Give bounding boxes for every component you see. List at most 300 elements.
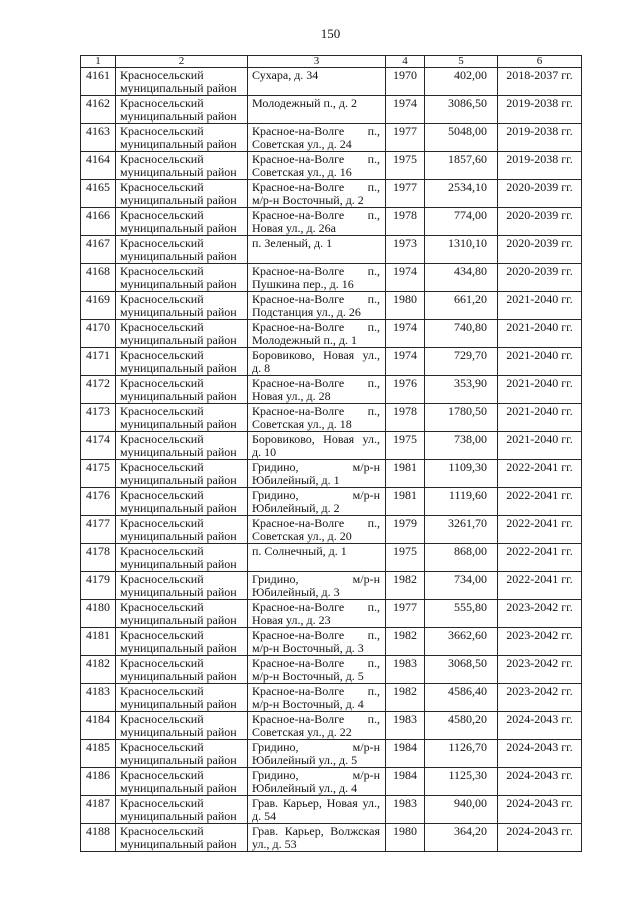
area-cell: 4580,20 <box>425 712 498 740</box>
district-line: Красносельский <box>120 572 204 586</box>
address-line: Гридино, м/р-н <box>252 740 380 754</box>
district-cell <box>116 208 248 236</box>
address-line: Подстанция ул., д. 26 <box>252 305 361 319</box>
address-line: Молодежный п., д. 1 <box>252 333 358 347</box>
address-line: Боровиково, Новая ул., <box>252 432 380 446</box>
table-row <box>81 432 582 460</box>
address-line: Красное-на-Волге п., <box>252 376 380 390</box>
district-line: Красносельский <box>120 824 204 838</box>
table-row <box>81 264 582 292</box>
year-cell: 1980 <box>386 292 425 320</box>
address-cell <box>248 68 386 96</box>
address-line: Красное-на-Волге п., <box>252 404 380 418</box>
period-cell: 2018-2037 гг. <box>498 68 582 96</box>
address-cell <box>248 376 386 404</box>
district-line: муниципальный район <box>120 809 237 823</box>
year-cell: 1981 <box>386 488 425 516</box>
district-line: Красносельский <box>120 656 204 670</box>
row-number: 4187 <box>81 796 116 824</box>
year-cell: 1984 <box>386 768 425 796</box>
area-cell: 3068,50 <box>425 656 498 684</box>
address-cell <box>248 656 386 684</box>
row-number: 4175 <box>81 460 116 488</box>
row-number: 4182 <box>81 656 116 684</box>
district-line: муниципальный район <box>120 389 237 403</box>
address-line: Красное-на-Волге п., <box>252 600 380 614</box>
area-cell: 1119,60 <box>425 488 498 516</box>
year-cell: 1982 <box>386 572 425 600</box>
address-cell <box>248 628 386 656</box>
year-cell: 1977 <box>386 124 425 152</box>
period-cell: 2021-2040 гг. <box>498 292 582 320</box>
area-cell: 3086,50 <box>425 96 498 124</box>
district-line: муниципальный район <box>120 165 237 179</box>
district-cell <box>116 348 248 376</box>
area-cell: 738,00 <box>425 432 498 460</box>
district-line: Красносельский <box>120 796 204 810</box>
address-line: д. 10 <box>252 445 277 459</box>
page-number: 150 <box>320 26 341 41</box>
row-number: 4168 <box>81 264 116 292</box>
address-line: Красное-на-Волге п., <box>252 684 380 698</box>
column-header-5: 5 <box>425 56 498 68</box>
district-line: Красносельский <box>120 376 204 390</box>
table-row <box>81 96 582 124</box>
year-cell: 1980 <box>386 824 425 852</box>
table-row <box>81 712 582 740</box>
area-cell: 1310,10 <box>425 236 498 264</box>
table-row <box>81 740 582 768</box>
address-line: Боровиково, Новая ул., <box>252 348 380 362</box>
address-line: Новая ул., д. 28 <box>252 389 331 403</box>
area-cell: 4586,40 <box>425 684 498 712</box>
district-line: муниципальный район <box>120 249 237 263</box>
year-cell: 1979 <box>386 516 425 544</box>
district-cell <box>116 264 248 292</box>
district-line: Красносельский <box>120 600 204 614</box>
period-cell: 2023-2042 гг. <box>498 628 582 656</box>
district-cell <box>116 684 248 712</box>
district-line: Красносельский <box>120 404 204 418</box>
period-cell: 2021-2040 гг. <box>498 348 582 376</box>
table-row <box>81 600 582 628</box>
year-cell: 1976 <box>386 376 425 404</box>
row-number: 4170 <box>81 320 116 348</box>
area-cell: 1125,30 <box>425 768 498 796</box>
area-cell: 2534,10 <box>425 180 498 208</box>
row-number: 4184 <box>81 712 116 740</box>
district-line: муниципальный район <box>120 109 237 123</box>
area-cell: 3662,60 <box>425 628 498 656</box>
year-cell: 1975 <box>386 544 425 572</box>
area-cell: 740,80 <box>425 320 498 348</box>
table-row <box>81 572 582 600</box>
address-line: м/р-н Восточный, д. 4 <box>252 697 364 711</box>
district-cell <box>116 516 248 544</box>
table-row <box>81 516 582 544</box>
district-line: Красносельский <box>120 292 204 306</box>
row-number: 4188 <box>81 824 116 852</box>
district-line: муниципальный район <box>120 193 237 207</box>
year-cell: 1978 <box>386 208 425 236</box>
period-cell: 2019-2038 гг. <box>498 124 582 152</box>
address-cell <box>248 796 386 824</box>
column-header-6: 6 <box>498 56 582 68</box>
district-line: Красносельский <box>120 740 204 754</box>
district-line: муниципальный район <box>120 501 237 515</box>
address-line: Гридино, м/р-н <box>252 572 380 586</box>
district-cell <box>116 68 248 96</box>
address-line: Гридино, м/р-н <box>252 768 380 782</box>
area-cell: 1780,50 <box>425 404 498 432</box>
row-number: 4186 <box>81 768 116 796</box>
district-cell <box>116 712 248 740</box>
table-row <box>81 628 582 656</box>
table-row <box>81 236 582 264</box>
period-cell: 2020-2039 гг. <box>498 264 582 292</box>
period-cell: 2022-2041 гг. <box>498 544 582 572</box>
address-cell <box>248 180 386 208</box>
district-line: Красносельский <box>120 96 204 110</box>
table-row <box>81 768 582 796</box>
address-cell <box>248 96 386 124</box>
address-line: Юбилейный, д. 1 <box>252 473 340 487</box>
period-cell: 2023-2042 гг. <box>498 684 582 712</box>
address-line: Юбилейный, д. 2 <box>252 501 340 515</box>
district-cell <box>116 432 248 460</box>
row-number: 4165 <box>81 180 116 208</box>
address-line: Гридино, м/р-н <box>252 488 380 502</box>
address-line: Юбилейный ул., д. 5 <box>252 753 358 767</box>
housing-table <box>80 55 582 852</box>
year-cell: 1974 <box>386 96 425 124</box>
period-cell: 2021-2040 гг. <box>498 404 582 432</box>
year-cell: 1973 <box>386 236 425 264</box>
year-cell: 1982 <box>386 684 425 712</box>
district-cell <box>116 460 248 488</box>
district-line: муниципальный район <box>120 277 237 291</box>
column-header-1: 1 <box>81 56 116 68</box>
area-cell: 729,70 <box>425 348 498 376</box>
row-number: 4181 <box>81 628 116 656</box>
address-cell <box>248 712 386 740</box>
period-cell: 2024-2043 гг. <box>498 768 582 796</box>
area-cell: 734,00 <box>425 572 498 600</box>
row-number: 4166 <box>81 208 116 236</box>
area-cell: 434,80 <box>425 264 498 292</box>
table-row <box>81 544 582 572</box>
district-line: Красносельский <box>120 628 204 642</box>
address-cell <box>248 572 386 600</box>
row-number: 4167 <box>81 236 116 264</box>
table-row <box>81 68 582 96</box>
table-row <box>81 796 582 824</box>
address-cell <box>248 544 386 572</box>
address-line: м/р-н Восточный, д. 3 <box>252 641 364 655</box>
period-cell: 2022-2041 гг. <box>498 516 582 544</box>
period-cell: 2020-2039 гг. <box>498 208 582 236</box>
column-header-3: 3 <box>248 56 386 68</box>
address-line: Красное-на-Волге п., <box>252 320 380 334</box>
district-line: Красносельский <box>120 432 204 446</box>
address-line: Советская ул., д. 22 <box>252 725 352 739</box>
area-cell: 402,00 <box>425 68 498 96</box>
address-line: Молодежный п., д. 2 <box>252 96 358 110</box>
address-line: м/р-н Восточный, д. 2 <box>252 193 364 207</box>
year-cell: 1974 <box>386 320 425 348</box>
row-number: 4180 <box>81 600 116 628</box>
period-cell: 2019-2038 гг. <box>498 96 582 124</box>
address-line: п. Солнечный, д. 1 <box>252 544 347 558</box>
year-cell: 1981 <box>386 460 425 488</box>
area-cell: 364,20 <box>425 824 498 852</box>
address-line: Красное-на-Волге п., <box>252 264 380 278</box>
district-line: муниципальный район <box>120 753 237 767</box>
table-row <box>81 152 582 180</box>
district-line: муниципальный район <box>120 725 237 739</box>
address-line: Красное-на-Волге п., <box>252 152 380 166</box>
address-line: м/р-н Восточный, д. 5 <box>252 669 364 683</box>
district-line: муниципальный район <box>120 473 237 487</box>
district-line: муниципальный район <box>120 641 237 655</box>
table-row <box>81 488 582 516</box>
row-number: 4185 <box>81 740 116 768</box>
district-line: муниципальный район <box>120 417 237 431</box>
address-line: Красное-на-Волге п., <box>252 656 380 670</box>
column-header-4: 4 <box>386 56 425 68</box>
year-cell: 1977 <box>386 600 425 628</box>
row-number: 4173 <box>81 404 116 432</box>
table-row <box>81 684 582 712</box>
district-line: муниципальный район <box>120 137 237 151</box>
district-line: муниципальный район <box>120 613 237 627</box>
address-line: Красное-на-Волге п., <box>252 628 380 642</box>
address-cell <box>248 236 386 264</box>
address-line: Юбилейный, д. 3 <box>252 585 340 599</box>
area-cell: 868,00 <box>425 544 498 572</box>
period-cell: 2020-2039 гг. <box>498 236 582 264</box>
period-cell: 2023-2042 гг. <box>498 600 582 628</box>
district-line: муниципальный район <box>120 445 237 459</box>
district-cell <box>116 124 248 152</box>
district-line: муниципальный район <box>120 81 237 95</box>
area-cell: 661,20 <box>425 292 498 320</box>
district-cell <box>116 376 248 404</box>
address-cell <box>248 320 386 348</box>
district-line: Красносельский <box>120 124 204 138</box>
row-number: 4179 <box>81 572 116 600</box>
district-line: Красносельский <box>120 264 204 278</box>
district-cell <box>116 320 248 348</box>
address-line: ул., д. 53 <box>252 837 297 851</box>
district-line: Красносельский <box>120 544 204 558</box>
district-cell <box>116 544 248 572</box>
district-cell <box>116 824 248 852</box>
address-cell <box>248 264 386 292</box>
year-cell: 1983 <box>386 796 425 824</box>
header-row <box>81 56 582 68</box>
district-cell <box>116 796 248 824</box>
district-line: Красносельский <box>120 68 204 82</box>
district-cell <box>116 152 248 180</box>
address-cell <box>248 208 386 236</box>
table-row <box>81 656 582 684</box>
district-line: Красносельский <box>120 180 204 194</box>
address-line: Грав. Карьер, Новая ул., <box>252 796 380 810</box>
district-line: муниципальный район <box>120 557 237 571</box>
district-line: Красносельский <box>120 684 204 698</box>
period-cell: 2019-2038 гг. <box>498 152 582 180</box>
address-line: Красное-на-Волге п., <box>252 516 380 530</box>
address-cell <box>248 516 386 544</box>
row-number: 4178 <box>81 544 116 572</box>
district-cell <box>116 96 248 124</box>
table-row <box>81 208 582 236</box>
table-row <box>81 180 582 208</box>
row-number: 4161 <box>81 68 116 96</box>
table-row <box>81 320 582 348</box>
table-row <box>81 404 582 432</box>
district-line: муниципальный район <box>120 333 237 347</box>
period-cell: 2021-2040 гг. <box>498 320 582 348</box>
address-cell <box>248 824 386 852</box>
address-cell <box>248 152 386 180</box>
period-cell: 2024-2043 гг. <box>498 796 582 824</box>
year-cell: 1975 <box>386 152 425 180</box>
district-line: Красносельский <box>120 712 204 726</box>
district-line: Красносельский <box>120 320 204 334</box>
address-cell <box>248 768 386 796</box>
address-line: Грав. Карьер, Волжская <box>252 824 380 838</box>
district-line: муниципальный район <box>120 669 237 683</box>
area-cell: 940,00 <box>425 796 498 824</box>
district-line: Красносельский <box>120 152 204 166</box>
period-cell: 2023-2042 гг. <box>498 656 582 684</box>
district-line: Красносельский <box>120 208 204 222</box>
period-cell: 2022-2041 гг. <box>498 460 582 488</box>
period-cell: 2024-2043 гг. <box>498 824 582 852</box>
address-line: Красное-на-Волге п., <box>252 712 380 726</box>
address-cell <box>248 488 386 516</box>
district-line: Красносельский <box>120 460 204 474</box>
period-cell: 2020-2039 гг. <box>498 180 582 208</box>
period-cell: 2021-2040 гг. <box>498 432 582 460</box>
row-number: 4183 <box>81 684 116 712</box>
district-line: Красносельский <box>120 768 204 782</box>
address-cell <box>248 404 386 432</box>
row-number: 4171 <box>81 348 116 376</box>
district-cell <box>116 628 248 656</box>
address-cell <box>248 684 386 712</box>
year-cell: 1974 <box>386 348 425 376</box>
table-row <box>81 348 582 376</box>
year-cell: 1970 <box>386 68 425 96</box>
area-cell: 353,90 <box>425 376 498 404</box>
address-cell <box>248 460 386 488</box>
year-cell: 1978 <box>386 404 425 432</box>
address-line: д. 8 <box>252 361 271 375</box>
address-line: Красное-на-Волге п., <box>252 180 380 194</box>
address-line: Советская ул., д. 24 <box>252 137 352 151</box>
address-cell <box>248 740 386 768</box>
column-header-2: 2 <box>116 56 248 68</box>
address-cell <box>248 124 386 152</box>
district-line: муниципальный район <box>120 305 237 319</box>
row-number: 4169 <box>81 292 116 320</box>
year-cell: 1974 <box>386 264 425 292</box>
district-line: муниципальный район <box>120 697 237 711</box>
address-line: Советская ул., д. 18 <box>252 417 352 431</box>
district-line: Красносельский <box>120 348 204 362</box>
area-cell: 1126,70 <box>425 740 498 768</box>
area-cell: 1109,30 <box>425 460 498 488</box>
period-cell: 2021-2040 гг. <box>498 376 582 404</box>
district-cell <box>116 236 248 264</box>
district-line: Красносельский <box>120 516 204 530</box>
area-cell: 3261,70 <box>425 516 498 544</box>
address-line: Юбилейный ул., д. 4 <box>252 781 358 795</box>
table-row <box>81 124 582 152</box>
address-line: Красное-на-Волге п., <box>252 124 380 138</box>
district-cell <box>116 292 248 320</box>
row-number: 4174 <box>81 432 116 460</box>
row-number: 4163 <box>81 124 116 152</box>
address-cell <box>248 292 386 320</box>
district-cell <box>116 740 248 768</box>
row-number: 4176 <box>81 488 116 516</box>
row-number: 4162 <box>81 96 116 124</box>
year-cell: 1977 <box>386 180 425 208</box>
year-cell: 1984 <box>386 740 425 768</box>
area-cell: 5048,00 <box>425 124 498 152</box>
area-cell: 774,00 <box>425 208 498 236</box>
district-line: муниципальный район <box>120 585 237 599</box>
address-line: Новая ул., д. 26а <box>252 221 336 235</box>
address-line: Новая ул., д. 23 <box>252 613 331 627</box>
table-body <box>81 68 582 852</box>
district-line: муниципальный район <box>120 221 237 235</box>
district-line: муниципальный район <box>120 361 237 375</box>
row-number: 4177 <box>81 516 116 544</box>
period-cell: 2022-2041 гг. <box>498 572 582 600</box>
period-cell: 2022-2041 гг. <box>498 488 582 516</box>
district-cell <box>116 600 248 628</box>
address-line: Советская ул., д. 16 <box>252 165 352 179</box>
district-cell <box>116 404 248 432</box>
address-cell <box>248 432 386 460</box>
year-cell: 1983 <box>386 712 425 740</box>
year-cell: 1983 <box>386 656 425 684</box>
address-line: Красное-на-Волге п., <box>252 292 380 306</box>
row-number: 4172 <box>81 376 116 404</box>
district-cell <box>116 488 248 516</box>
table-row <box>81 460 582 488</box>
address-line: д. 54 <box>252 809 277 823</box>
district-cell <box>116 656 248 684</box>
district-line: муниципальный район <box>120 837 237 851</box>
year-cell: 1982 <box>386 628 425 656</box>
address-line: Красное-на-Волге п., <box>252 208 380 222</box>
table-row <box>81 376 582 404</box>
table-header <box>81 56 582 68</box>
table-row <box>81 292 582 320</box>
district-cell <box>116 768 248 796</box>
area-cell: 555,80 <box>425 600 498 628</box>
address-line: Советская ул., д. 20 <box>252 529 352 543</box>
address-line: Пушкина пер., д. 16 <box>252 277 354 291</box>
address-cell <box>248 348 386 376</box>
address-cell <box>248 600 386 628</box>
